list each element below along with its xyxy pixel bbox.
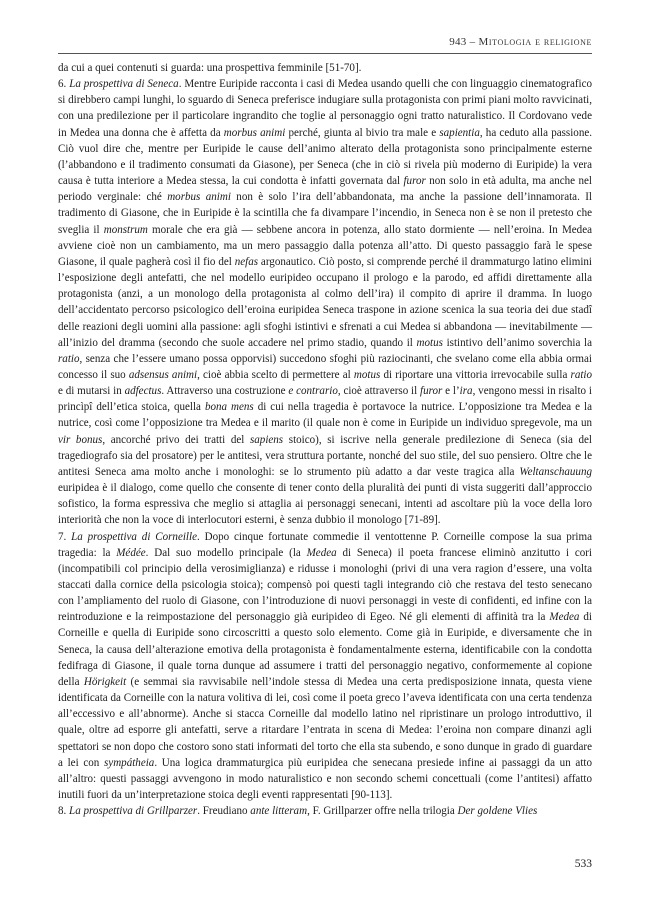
text-run: non solo in età adulta, ma anche nel periodo verginale: ché <box>58 175 592 204</box>
text-run: , F. Grillparzer offre nella trilogia <box>307 805 458 818</box>
italic-term: La prospettiva di Seneca <box>69 78 179 91</box>
header-section-title: Mitologia e religione <box>478 36 592 48</box>
italic-term: ira <box>459 385 473 398</box>
italic-term: Médée <box>116 546 146 559</box>
italic-term: bona mens <box>204 401 254 414</box>
italic-term: adsensus animi <box>128 368 198 381</box>
italic-term: morbus animi <box>223 126 286 139</box>
italic-term: motus <box>353 368 381 381</box>
text-run: istintivo dell’animo soverchia la <box>442 336 592 349</box>
italic-term: Der goldene Vlies <box>457 805 538 818</box>
text-run: . Una logica drammaturgica più euripidea che senecana presiede infine ai passaggi da un atto all’altro: questi passaggi avvengono in modo naturalistico e non secondo schemi concettuali (come l’antitesi) affatto inutili fuori da un’interpretazione stoica degli eventi rappresentati [90-113]. <box>58 756 592 802</box>
paragraph <box>58 76 592 528</box>
text-run: , cioè abbia scelto di permettere al <box>197 368 354 381</box>
text-run: euripidea è il dialogo, come quello che consente di tener conto della pluralità dei punti di vista suggeriti dall’approccio sofistico, la forma espressiva che meglio si attaglia ai personaggi senecani, intenti ad ascoltare più la voce della loro interiorità che non la voce di interlocutori esterni, è senza dubbio il monologo [71-89]. <box>58 482 592 527</box>
italic-term: Medea <box>549 611 580 624</box>
text-run: , senza che l’essere umano possa opporvisi) succedono sfoghi più raziocinanti, che svelano come ella abbia ormai concesso il suo <box>58 352 592 381</box>
text-run: e di mutarsi in <box>58 385 125 398</box>
header-dash: – <box>466 36 479 48</box>
italic-term: furor <box>420 385 443 398</box>
text-run: argonautico. Ciò posto, si comprende perché il drammaturgo latino elimini l’esposizione degli antefatti, che nel modello euripideo occupano il prologo e la parodo, ed affidi direttamente alla protagonista (anzi, a un monologo della protagonista al colmo dell’ira) il compito di aprire il dramma. In luogo dell’accidentato percorso psicologico dell’eroina euripidea Seneca traspone in azione scenica la sua teoria dei due stadî delle reazioni degli uomini alla passione: agli sfoghi istintivi e sfrenati a cui Medea si abbandona — inevitabilmente — all’inizio del dramma (secondo che suole accadere nel primo stadio, quando il <box>58 255 592 349</box>
italic-term: morbus animi <box>167 191 231 204</box>
text-run: (e semmai sia ravvisabile nell’indole stessa di Medea una certa predisposizione innata, questa viene identificata da Corneille con la natura volitiva di lei, così come il poeta greco l’aveva identificata con una certa tendenza all’eccessivo e all’abnorme). Anche si stacca Corneille dal modello latino nel ripristinare un prologo introduttivo, il quale, oltre ad esporre gli antefatti, serve a ritardare l’entrata in scena di Medea: l’eroina non compare dinanzi agli spettatori se non dopo che costoro sono stati informati del torto che ella sta subendo, e sono dunque in grado di guardare a lei con <box>58 675 592 769</box>
text-run: stoico), si iscrive nella generale predilezione di Seneca (sia del tragediografo sia del prosatore) per le antitesi, vera struttura portante, nonché del suo stile, del suo pensiero. Oltre che le antitesi Seneca ama molto anche i monologhi: se lo strumento più adatto a dar veste tragica alla <box>58 433 592 478</box>
text-run: da cui a quei contenuti si guarda: una prospettiva femminile [51-70]. <box>58 62 362 74</box>
header-rule <box>58 53 592 54</box>
text-run: di Corneille e quella di Euripide sono circoscritti a questo solo elemento. Come già in Euripide, e diversamente che in Seneca, la causa dell’alterazione emotiva della protagonista è fondamentalmente esterna, identificabile con la condotta fedifraga di Giasone, il quale torna dunque ad assumere i tratti del personaggio negativo, conformemente al copione della <box>58 611 592 688</box>
text-run: 8. <box>58 805 70 818</box>
italic-term: adfectus <box>124 385 162 398</box>
italic-term: ante litteram <box>250 805 308 818</box>
body-text <box>58 60 592 819</box>
text-run: non è solo l’ira dell’abbandonata, ma anche la passione dell’innamorata. Il tradimento di Giasone, che in Euripide è la scintilla che fa divampare l’incendio, in Seneca non è se non il pretesto che sveglia il <box>58 191 592 236</box>
header-page-number: 943 <box>449 36 467 48</box>
text-run: di Seneca) il poeta francese eliminò anzitutto i cori (incompatibili col principio della verosimiglianza) e ridusse i monologhi (privi di una vera ragion d’essere, una volta staccati dalla cornice della psicologia stoica); compensò poi questi tagli integrando ciò che restava del testo senecano con l’ampliamento del ruolo di Giasone, con l’introduzione di nuovi personaggi in veste di confidenti, ed infine con la reintroduzione e la reimpostazione del personaggio già euripideo di Egeo. Né gli elementi di affinità tra la <box>58 546 592 624</box>
italic-term: La prospettiva di Corneille <box>71 530 197 543</box>
text-run: 7. <box>58 530 72 543</box>
italic-term: ratio <box>570 368 592 381</box>
text-run: , cioè attraverso il <box>337 385 421 398</box>
text-run: . Freudiano <box>197 805 251 818</box>
italic-term: motus <box>416 336 443 349</box>
text-run: di cui nella tragedia è portavoce la nutrice. L’opposizione tra Medea e la nutrice, così come l’opposizione tra Medea e il marito (il quale non è come in Euripide un individuo spregevole, ma un <box>58 401 592 430</box>
text-run: , vengono messi in risalto i princìpî dell’etica stoica, quella <box>58 385 592 414</box>
italic-term: La prospettiva di Grillparzer <box>69 805 198 818</box>
italic-term: sapientia <box>439 126 480 139</box>
paragraph <box>58 60 592 76</box>
text-run: morale che era già — sebbene ancora in potenza, allo stato dormiente — nell’eroina. In Medea avviene cioè non un cambiamento, ma un mero passaggio dalla potenza all’atto. Di questo passaggio farà le spese Giasone, il quale pagherà così il fio del <box>58 223 593 268</box>
running-head <box>449 36 592 48</box>
italic-term: sympátheia <box>104 756 155 769</box>
italic-term: furor <box>403 175 426 188</box>
italic-term: sapiens <box>249 433 284 446</box>
text-run: , ancorché privo dei tratti del <box>102 433 250 446</box>
text-run: . Attraverso una costruzione <box>161 385 289 398</box>
italic-term: monstrum <box>103 223 148 236</box>
italic-term: Weltanschauung <box>519 465 592 478</box>
paragraph <box>58 529 592 804</box>
footer-page-number: 533 <box>574 858 592 870</box>
text-run: . Mentre Euripide racconta i casi di Medea usando quelli che con linguaggio cinematografico si direbbero campi lunghi, lo sguardo di Seneca preferisce indugiare sulla protagonista con primi piani molto ravvicinati, con una predilezione per il particolare ingrandito che toglie al personaggio ogni tratto naturalistico. Il Cordovano vede in Medea una donna che è affetta da <box>58 78 593 139</box>
italic-term: Hörigkeit <box>83 675 127 688</box>
paragraph <box>58 803 592 819</box>
text-run: di riportare una vittoria irrevocabile sulla <box>380 368 571 381</box>
text-run: perché, giunta al bivio tra male e <box>285 126 440 139</box>
text-run: . Dopo cinque fortunate commedie il ventottenne P. Corneille compose la sua prima tragedia: la <box>58 530 593 559</box>
italic-term: Medea <box>306 546 337 559</box>
italic-term: e contrario <box>288 385 338 398</box>
text-run: 6. <box>58 78 70 91</box>
italic-term: vir bonus <box>58 433 103 446</box>
text-run: , ha ceduto alla passione. Ciò vuol dire che, mentre per Euripide le cause dell’animo alterato della protagonista sono principalmente esterne (l’abbandono e il tradimento consumati da Giasone), per Seneca (che in ciò si rivela più moderno di Euripide) la vera causa è tutta interiore a Medea stessa, la cui condotta è infatti governata dal <box>58 126 593 188</box>
italic-term: nefas <box>234 255 259 268</box>
text-run: . Dal suo modello principale (la <box>145 546 307 559</box>
text-run: e l’ <box>442 385 460 398</box>
italic-term: ratio <box>58 352 80 365</box>
